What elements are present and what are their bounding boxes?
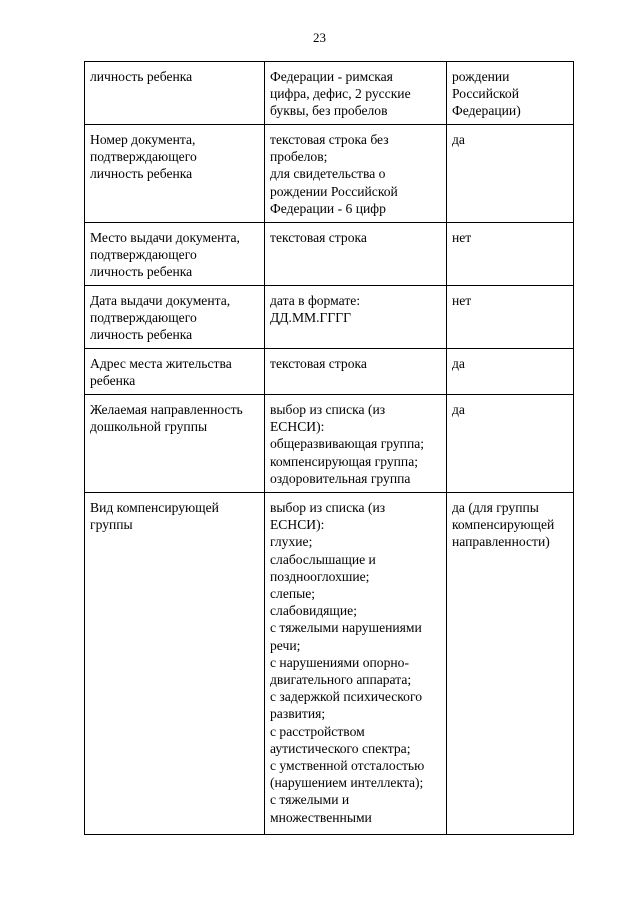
table-row [85, 493, 574, 835]
field-required-cell: рождении Российской Федерации) [447, 62, 574, 125]
field-name-cell: Вид компенсирующей группы [85, 493, 265, 835]
table-row [85, 395, 574, 493]
table-row [85, 125, 574, 223]
field-required-cell: да [447, 349, 574, 395]
field-name-cell: Место выдачи документа, подтверждающего личность ребенка [85, 223, 265, 286]
field-name-cell: Желаемая направленность дошкольной группы [85, 395, 265, 493]
field-format-cell: текстовая строка [265, 349, 447, 395]
requirements-table [84, 61, 574, 835]
field-required-cell: нет [447, 223, 574, 286]
table-row [85, 349, 574, 395]
page-number: 23 [313, 30, 326, 45]
table-row [85, 62, 574, 125]
field-required-cell: да (для группы компенсирующей направленности) [447, 493, 574, 835]
field-name-cell: личность ребенка [85, 62, 265, 125]
table-row [85, 223, 574, 286]
field-format-cell: дата в формате: ДД.ММ.ГГГГ [265, 286, 447, 349]
field-format-cell: выбор из списка (из ЕСНСИ): глухие; слабослышащие и позднооглохшие; слепые; слабовидящие; с тяжелыми нарушениями речи; с нарушениями опорно- двигательного аппарата; с задержкой психического развития; с расстройством аутистического спектра; с умственной отсталостью (нарушением интеллекта); с тяжелыми и множественными [265, 493, 447, 835]
field-format-cell: текстовая строка без пробелов; для свидетельства о рождении Российской Федерации - 6 цифр [265, 125, 447, 223]
field-required-cell: нет [447, 286, 574, 349]
field-name-cell: Адрес места жительства ребенка [85, 349, 265, 395]
field-name-cell: Дата выдачи документа, подтверждающего личность ребенка [85, 286, 265, 349]
field-format-cell: Федерации - римская цифра, дефис, 2 русские буквы, без пробелов [265, 62, 447, 125]
field-format-cell: текстовая строка [265, 223, 447, 286]
field-name-cell: Номер документа, подтверждающего личность ребенка [85, 125, 265, 223]
field-required-cell: да [447, 395, 574, 493]
table-row [85, 286, 574, 349]
field-required-cell: да [447, 125, 574, 223]
field-format-cell: выбор из списка (из ЕСНСИ): общеразвивающая группа; компенсирующая группа; оздоровительная группа [265, 395, 447, 493]
